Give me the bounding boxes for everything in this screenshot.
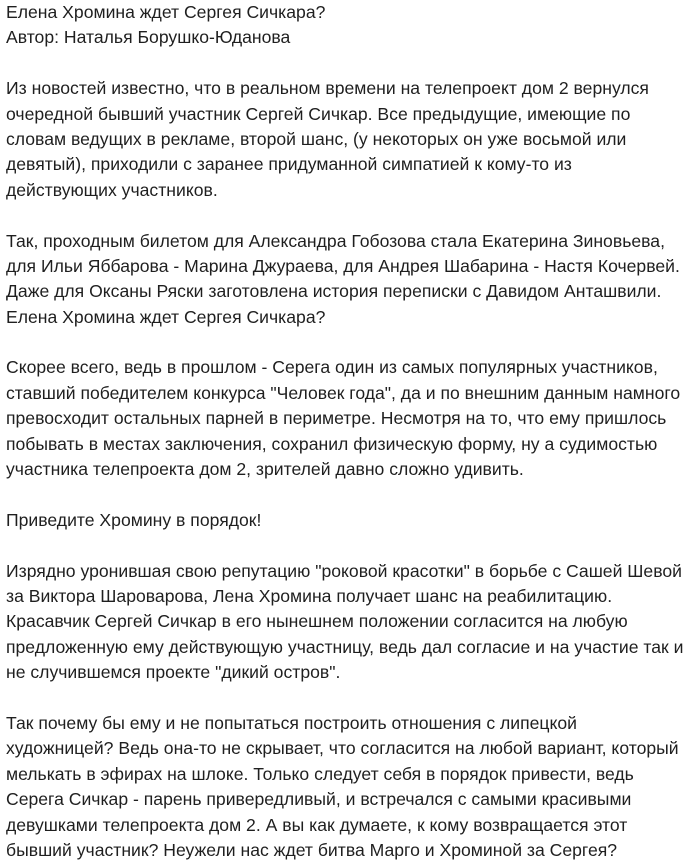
paragraph-line: Так, проходным билетом для Александра Гобозова стала Екатерина Зиновьева, [6,230,665,251]
paragraph [6,229,692,331]
paragraph-line: художницей? Ведь она-то не скрывает, что согласится на любой вариант, который [6,738,679,759]
paragraph-line: побывать в местах заключения, сохранил физическую форму, ну а судимостью [6,433,658,454]
paragraph-spacer [6,51,692,76]
paragraph-line: девятый), приходили с заранее придуманной симпатией к кому-то из [6,154,572,175]
paragraph-line: Елена Хромина ждет Сергея Сичкара? [6,306,326,327]
paragraph-line: Красавчик Сергей Сичкар в его нынешнем положении согласится на любую [6,611,628,632]
paragraph-spacer [6,686,692,711]
article-author: Автор: Наталья Борушко-Юданова [6,27,291,48]
paragraph-spacer [6,330,692,355]
paragraph [6,711,692,863]
paragraph-line: Так почему бы ему и не попытаться построить отношения с липецкой [6,712,578,733]
paragraph-line: предложенную ему действующую участницу, ведь дал согласие и на участие так и [6,636,684,657]
paragraph-spacer [6,533,692,558]
paragraph-line: Скорее всего, ведь в прошлом - Серега один из самых популярных участников, [6,357,658,378]
paragraph [6,355,692,482]
paragraph-line: превосходит остальных парней в периметре. Несмотря на то, что ему пришлось [6,408,667,429]
paragraph-line: Изрядно уронившая свою репутацию "роковой красотки" в борьбе с Сашей Шевой [6,560,682,581]
paragraph-spacer [6,482,692,507]
article [6,0,692,863]
subheading [6,508,692,533]
paragraph-line: бывший участник? Неужели нас ждет битва Марго и Хроминой за Сергея? [6,839,618,860]
paragraph-line: словам ведущих в рекламе, второй шанс, (у некоторых он уже восьмой или [6,128,627,149]
paragraph-line: мелькать в эфирах на шлоке. Только следует себя в порядок привести, ведь [6,763,634,784]
paragraph-spacer [6,203,692,228]
paragraph-line: ставший победителем конкурса "Человек года", да и по внешним данным намного [6,382,681,403]
paragraph-line: Даже для Оксаны Ряски заготовлена история переписки с Давидом Анташвили. [6,281,662,302]
subheading-text: Приведите Хромину в порядок! [6,509,262,530]
paragraph-line: за Виктора Шароварова, Лена Хромина получает шанс на реабилитацию. [6,585,613,606]
paragraph-line: Из новостей известно, что в реальном времени на телепроект дом 2 вернулся [6,78,649,99]
paragraph [6,559,692,686]
paragraph-line: Серега Сичкар - парень привередливый, и встречался с самыми красивыми [6,789,632,810]
paragraph [6,76,692,203]
paragraph-line: очередной бывший участник Сергей Сичкар. Все предыдущие, имеющие по [6,103,631,124]
paragraph-line: участника телепроекта дом 2, зрителей давно сложно удивить. [6,459,524,480]
article-title: Елена Хромина ждет Сергея Сичкара? [6,2,326,22]
paragraph-line: для Ильи Яббарова - Марина Джураева, для Андрея Шабарина - Настя Кочервей. [6,255,680,276]
paragraph-line: действующих участников. [6,179,218,200]
paragraph-line: не случившемся проекте "дикий остров". [6,662,341,683]
paragraph-line: девушками телепроекта дом 2. А вы как думаете, к кому возвращается этот [6,814,628,835]
